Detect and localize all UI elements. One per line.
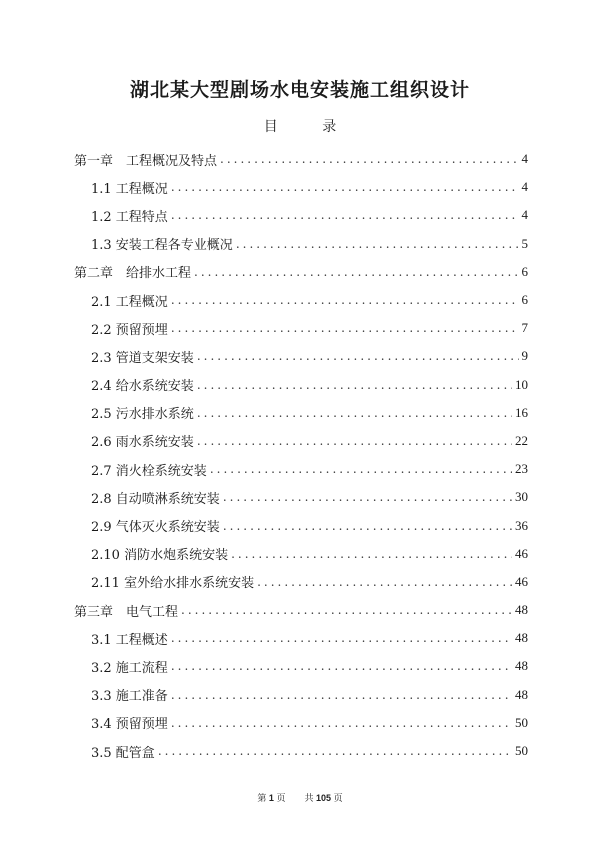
toc-entry-label: 3.4 预留预埋 [91,717,168,733]
page-footer [0,791,600,804]
toc-entry-page: 9 [521,348,528,364]
toc-entry-page: 48 [515,686,528,702]
toc-entry-page: 23 [515,461,528,477]
toc-entry-page: 46 [515,545,528,561]
toc-entry-page: 4 [521,207,528,223]
toc-section-entry[interactable] [74,286,528,314]
toc-section-entry[interactable] [74,483,528,511]
toc-dot-leader [231,547,512,561]
toc-chapter-entry[interactable] [74,258,528,286]
toc-dot-leader [171,293,519,307]
table-of-contents [74,145,528,765]
toc-dot-leader [181,603,512,617]
toc-dot-leader [197,378,512,392]
toc-entry-label: 3.1 工程概述 [91,632,168,648]
toc-dot-leader [223,490,512,504]
toc-section-entry[interactable] [74,624,528,652]
toc-section-entry[interactable] [74,737,528,765]
toc-entry-page: 5 [521,235,528,251]
toc-dot-leader [171,180,519,194]
toc-entry-label: 1.1 工程概况 [91,181,168,197]
toc-entry-page: 22 [515,432,528,448]
toc-entry-label: 2.3 管道支架安装 [91,350,194,366]
footer-page-prefix: 第 [257,793,267,803]
toc-entry-label: 2.10 消防水炮系统安装 [91,548,229,564]
toc-entry-label: 3.5 配管盒 [91,745,155,761]
toc-section-entry[interactable] [74,455,528,483]
toc-entry-label: 3.2 施工流程 [91,660,168,676]
toc-section-entry[interactable] [74,652,528,680]
toc-dot-leader [171,716,512,730]
toc-entry-label: 1.3 安装工程各专业概况 [91,238,233,254]
toc-entry-page: 4 [521,179,528,195]
toc-entry-label: 2.8 自动喷淋系统安装 [91,491,220,507]
toc-chapter-entry[interactable] [74,145,528,173]
toc-entry-label: 2.11 室外给水排水系统安装 [91,576,255,592]
toc-entry-page: 36 [515,517,528,533]
footer-total-suffix: 页 [333,793,343,803]
footer-total-prefix: 共 [304,793,314,803]
toc-dot-leader [171,321,519,335]
toc-section-entry[interactable] [74,173,528,201]
footer-page-suffix: 页 [276,793,286,803]
toc-entry-label: 1.2 工程特点 [91,209,168,225]
toc-dot-leader [223,519,512,533]
toc-entry-page: 50 [515,714,528,730]
toc-section-entry[interactable] [74,371,528,399]
footer-total-pages: 105 [316,793,332,803]
toc-entry-page: 50 [515,743,528,759]
toc-section-entry[interactable] [74,709,528,737]
toc-dot-leader [171,688,512,702]
toc-entry-label: 3.3 施工准备 [91,689,168,705]
toc-entry-label: 第三章 电气工程 [74,604,179,620]
toc-entry-label: 2.5 污水排水系统 [91,407,194,423]
toc-section-entry[interactable] [74,568,528,596]
toc-entry-label: 2.1 工程概况 [91,294,168,310]
toc-section-entry[interactable] [74,511,528,539]
toc-section-entry[interactable] [74,230,528,258]
toc-section-entry[interactable] [74,427,528,455]
toc-entry-page: 46 [515,573,528,589]
toc-section-entry[interactable] [74,540,528,568]
toc-dot-leader [257,575,512,589]
toc-dot-leader [194,265,518,279]
toc-entry-page: 10 [515,376,528,392]
toc-entry-page: 16 [515,404,528,420]
toc-entry-label: 第二章 给排水工程 [74,266,192,282]
toc-entry-page: 6 [521,263,528,279]
toc-entry-page: 6 [521,292,528,308]
toc-entry-label: 2.7 消火栓系统安装 [91,463,207,479]
toc-dot-leader [171,631,512,645]
toc-entry-page: 7 [521,320,528,336]
toc-entry-label: 2.6 雨水系统安装 [91,435,194,451]
toc-entry-page: 30 [515,489,528,505]
toc-section-entry[interactable] [74,681,528,709]
toc-section-entry[interactable] [74,342,528,370]
toc-entry-page: 48 [515,658,528,674]
toc-dot-leader [197,434,512,448]
toc-dot-leader [210,462,512,476]
footer-page-number: 1 [268,793,274,803]
toc-section-entry[interactable] [74,314,528,342]
toc-dot-leader [158,744,512,758]
toc-entry-label: 2.2 预留预埋 [91,322,168,338]
toc-entry-label: 第一章 工程概况及特点 [74,153,218,169]
toc-chapter-entry[interactable] [74,596,528,624]
toc-entry-label: 2.9 气体灭火系统安装 [91,520,220,536]
toc-dot-leader [220,152,518,166]
toc-entry-page: 4 [521,151,528,167]
toc-heading: 目 录 [263,119,357,135]
toc-entry-label: 2.4 给水系统安装 [91,379,194,395]
toc-section-entry[interactable] [74,201,528,229]
toc-dot-leader [236,237,519,251]
toc-dot-leader [197,406,512,420]
toc-dot-leader [171,208,519,222]
toc-entry-page: 48 [515,602,528,618]
document-title: 湖北某大型剧场水电安装施工组织设计 [129,79,470,101]
toc-dot-leader [171,659,512,673]
toc-entry-page: 48 [515,630,528,646]
toc-section-entry[interactable] [74,399,528,427]
toc-dot-leader [197,349,519,363]
